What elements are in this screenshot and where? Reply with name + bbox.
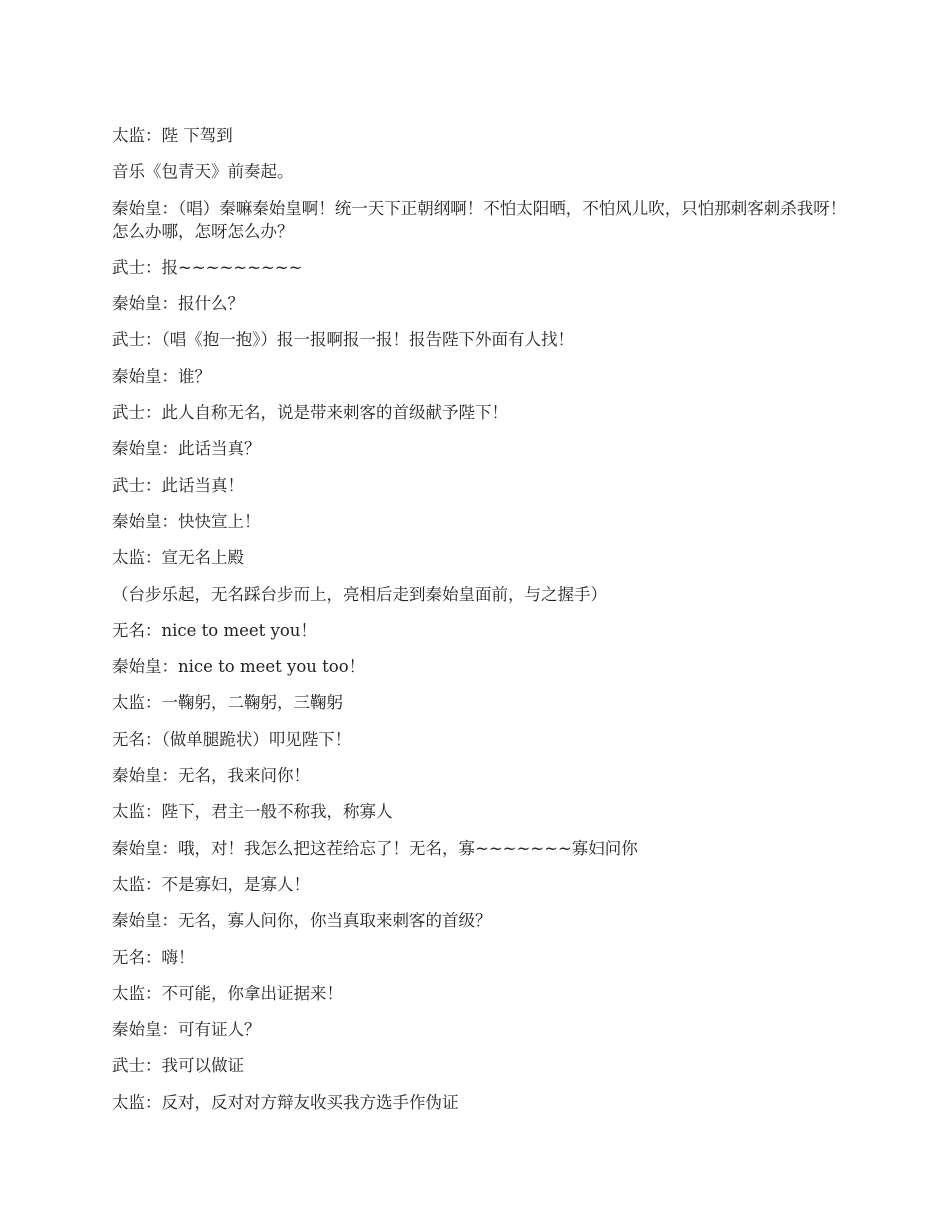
- script-line: 无名：（做单腿跪状）叩见陛下！: [112, 729, 352, 749]
- script-line: 秦始皇：无名，我来问你！: [112, 766, 310, 786]
- script-line: 武士：报~~~~~~~~~: [112, 257, 303, 277]
- script-text: [112, 124, 847, 1127]
- script-line: 太监：不可能，你拿出证据来！: [112, 983, 343, 1003]
- script-line: 武士：（唱《抱一抱》）报一报啊报一报！报告陛下外面有人找！: [112, 330, 574, 350]
- script-line: 秦始皇：哦，对！我怎么把这茬给忘了！无名，寡~~~~~~~寡妇问你: [112, 838, 638, 858]
- script-line: 太监：反对，反对对方辩友收买我方选手作伪证: [112, 1092, 459, 1112]
- script-line: 秦始皇：无名，寡人问你，你当真取来刺客的首级？: [112, 911, 492, 931]
- script-line: 太监：一鞠躬，二鞠躬，三鞠躬: [112, 693, 343, 713]
- script-line: 无名：嗨！: [112, 947, 195, 967]
- script-line: 秦始皇：报什么？: [112, 294, 244, 314]
- script-line: 音乐《包青天》前奏起。: [112, 162, 294, 182]
- script-line: 太监：不是寡妇，是寡人！: [112, 874, 310, 894]
- script-line: 太监：陛下，君主一般不称我，称寡人: [112, 802, 393, 822]
- script-line: 太监：陛 下驾到: [112, 126, 233, 145]
- script-line: 秦始皇：（唱）秦嘛秦始皇啊！统一天下正朝纲啊！不怕太阳晒，不怕风儿吹，只怕那刺客刺杀我呀！怎么办哪，怎呀怎么办？: [112, 198, 847, 241]
- script-line: 秦始皇：谁？: [112, 366, 211, 386]
- script-line: 秦始皇：此话当真？: [112, 439, 261, 459]
- script-line: 武士：此话当真！: [112, 475, 244, 495]
- script-line: 武士：此人自称无名，说是带来刺客的首级献予陛下！: [112, 403, 508, 423]
- script-line: 秦始皇：快快宣上！: [112, 511, 261, 531]
- script-line: 秦始皇：可有证人？: [112, 1020, 261, 1040]
- stage-direction: （台步乐起，无名踩台步而上，亮相后走到秦始皇面前，与之握手）: [112, 584, 607, 604]
- script-line: 太监：宣无名上殿: [112, 548, 244, 568]
- script-line: 无名：nice to meet you！: [112, 620, 317, 640]
- script-line: 秦始皇：nice to meet you too！: [112, 657, 366, 677]
- script-line: 武士：我可以做证: [112, 1056, 244, 1076]
